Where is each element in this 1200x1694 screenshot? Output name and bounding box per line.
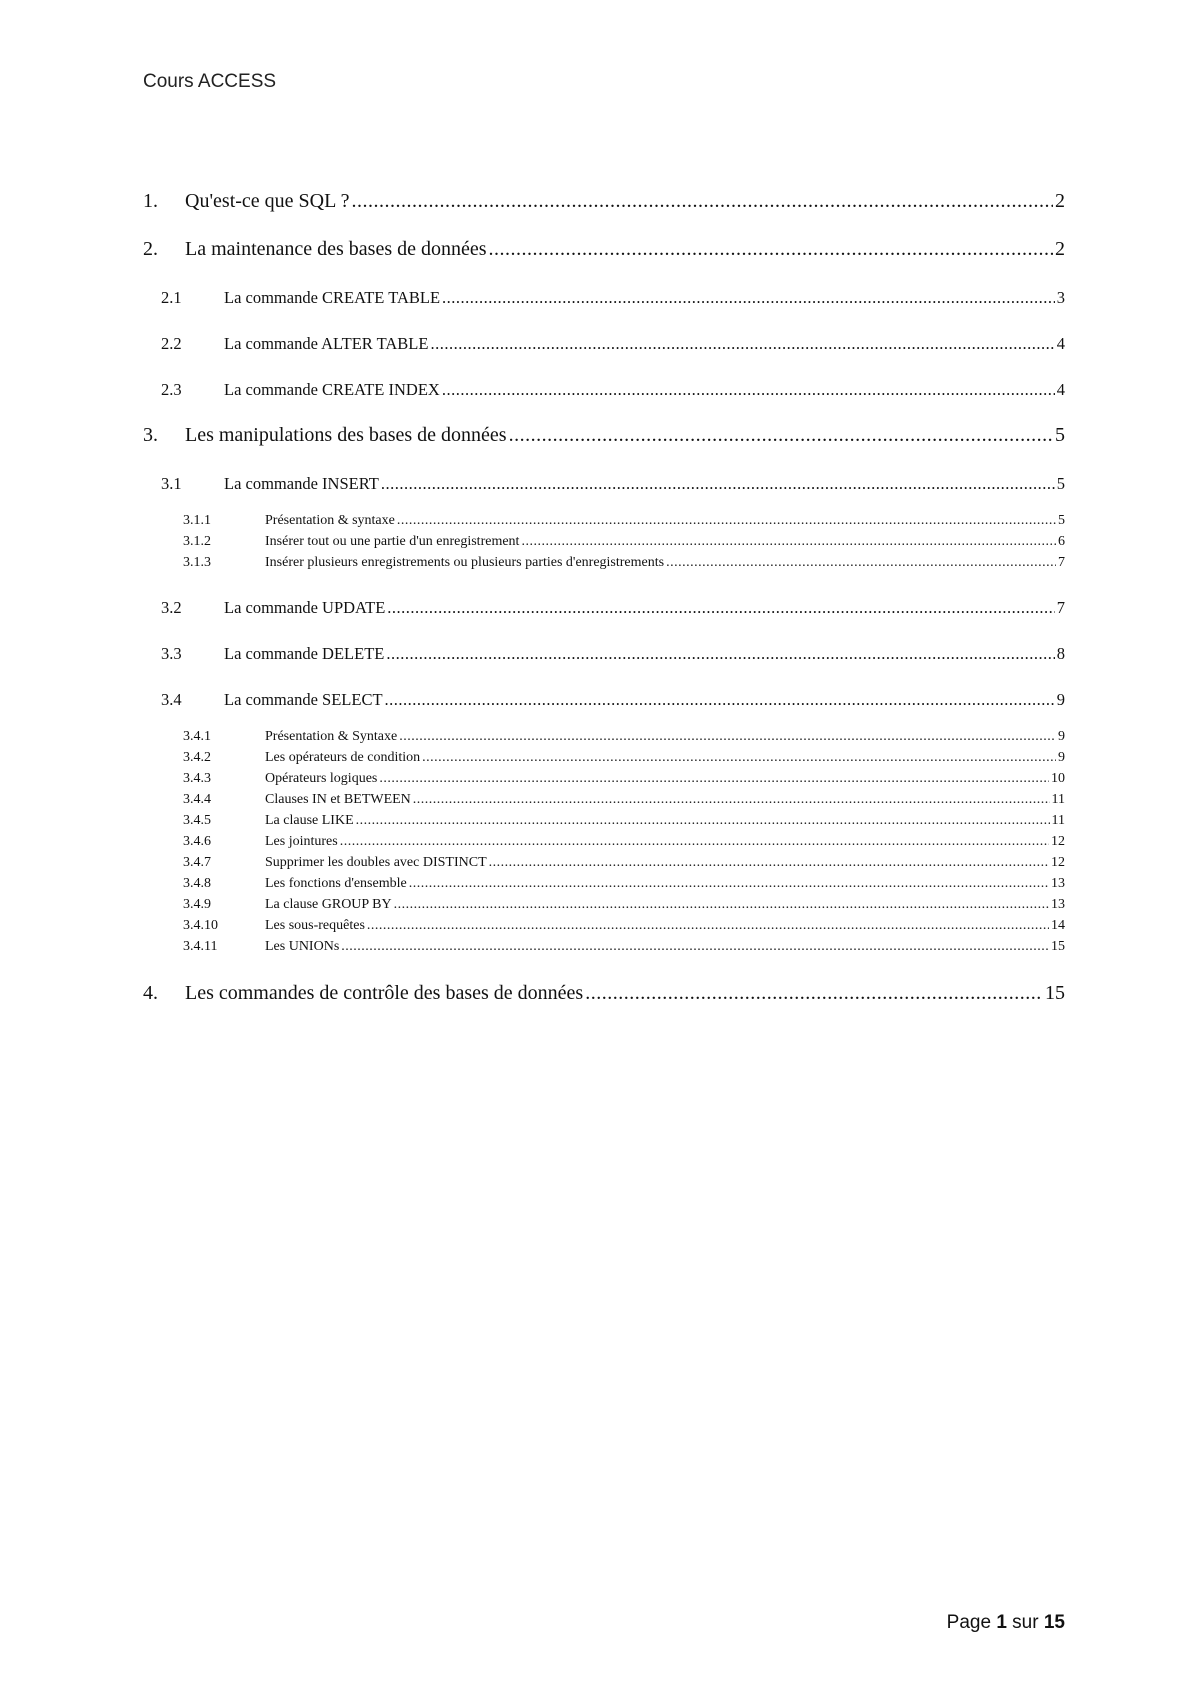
toc-entry-page: 10 (1051, 771, 1065, 786)
toc-entry-number: 2. (143, 238, 158, 260)
toc-entry-number: 1. (143, 190, 158, 212)
toc-entry-page: 13 (1051, 897, 1065, 912)
toc-entry[interactable] (143, 474, 1065, 496)
toc-entry-page: 12 (1051, 834, 1065, 849)
toc-entry-title: Les fonctions d'ensemble (265, 876, 407, 891)
toc-entry-number: 3.1.2 (183, 534, 211, 549)
page-footer (947, 1612, 1065, 1634)
toc-entry-page: 14 (1051, 918, 1065, 933)
toc-dot-leader (367, 918, 1049, 934)
toc-entry-title: Présentation & Syntaxe (265, 729, 398, 744)
toc-dot-leader (413, 792, 1050, 808)
toc-dot-leader (341, 939, 1049, 955)
toc-dot-leader (351, 190, 1053, 213)
toc-entry-title: La clause GROUP BY (265, 897, 392, 912)
toc-entry-page: 5 (1056, 474, 1065, 493)
toc-dot-leader (394, 897, 1049, 913)
toc-entry-number: 3.1.1 (183, 513, 211, 528)
toc-dot-leader (442, 288, 1055, 308)
toc-entry-title: La commande DELETE (224, 644, 385, 663)
toc-entry-page: 4 (1056, 334, 1065, 353)
toc-entry[interactable] (143, 190, 1065, 216)
toc-entry[interactable] (143, 792, 1065, 813)
toc-entry[interactable] (143, 982, 1065, 1008)
toc-dot-leader (387, 598, 1054, 618)
toc-dot-leader (489, 855, 1049, 871)
toc-entry-title: Les UNIONs (265, 939, 340, 954)
toc-entry-title: Les sous-requêtes (265, 918, 365, 933)
toc-entry-number: 3.3 (161, 644, 182, 663)
toc-entry-title: Clauses IN et BETWEEN (265, 792, 411, 807)
toc-entry-number: 2.2 (161, 334, 182, 353)
toc-entry[interactable] (143, 555, 1065, 576)
toc-entry-title: La commande ALTER TABLE (224, 334, 429, 353)
toc-entry-number: 3.4.3 (183, 771, 211, 786)
footer-total-pages: 15 (1043, 1612, 1065, 1633)
toc-entry-title: La maintenance des bases de données (185, 238, 487, 260)
footer-current-page: 1 (996, 1612, 1007, 1633)
toc-entry-page: 9 (1058, 729, 1065, 744)
toc-entry-number: 3.4.10 (183, 918, 218, 933)
toc-entry[interactable] (143, 834, 1065, 855)
toc-dot-leader (666, 555, 1056, 571)
toc-entry-page: 15 (1045, 982, 1065, 1004)
toc-dot-leader (340, 834, 1049, 850)
table-of-contents (143, 190, 1065, 1008)
toc-entry-number: 3.4.2 (183, 750, 211, 765)
toc-entry[interactable] (143, 288, 1065, 310)
toc-entry-page: 3 (1056, 288, 1065, 307)
toc-entry[interactable] (143, 424, 1065, 450)
toc-dot-leader (430, 334, 1054, 354)
toc-entry[interactable] (143, 813, 1065, 834)
toc-entry-number: 3.4.7 (183, 855, 211, 870)
toc-entry-number: 4. (143, 982, 158, 1004)
toc-entry-page: 9 (1058, 750, 1065, 765)
toc-entry-number: 3.4.1 (183, 729, 211, 744)
toc-entry-title: Insérer plusieurs enregistrements ou plusieurs parties d'enregistrements (265, 555, 665, 570)
toc-entry-page: 13 (1051, 876, 1065, 891)
toc-entry-number: 3.4.5 (183, 813, 211, 828)
toc-entry-page: 2 (1055, 238, 1065, 260)
toc-entry-title: La commande CREATE INDEX (224, 380, 440, 399)
toc-dot-leader (521, 534, 1056, 550)
toc-entry[interactable] (143, 690, 1065, 712)
toc-entry-page: 7 (1058, 555, 1065, 570)
toc-entry-title: Insérer tout ou une partie d'un enregistrement (265, 534, 520, 549)
toc-entry-page: 5 (1055, 424, 1065, 446)
toc-entry[interactable] (143, 897, 1065, 918)
toc-entry-number: 3.4.8 (183, 876, 211, 891)
toc-entry-number: 2.1 (161, 288, 182, 307)
toc-entry[interactable] (143, 334, 1065, 356)
toc-entry-title: La commande CREATE TABLE (224, 288, 441, 307)
toc-entry[interactable] (143, 238, 1065, 264)
toc-dot-leader (356, 813, 1050, 829)
toc-entry-title: La commande SELECT (224, 690, 383, 709)
toc-entry-page: 8 (1056, 644, 1065, 663)
toc-entry-number: 3.4.9 (183, 897, 211, 912)
toc-entry-page: 11 (1051, 813, 1065, 828)
toc-entry-number: 3.4.4 (183, 792, 211, 807)
toc-entry-number: 3.4.6 (183, 834, 211, 849)
toc-entry-title: La commande UPDATE (224, 598, 386, 617)
toc-entry-page: 12 (1051, 855, 1065, 870)
toc-entry-title: Présentation & syntaxe (265, 513, 395, 528)
toc-entry-page: 6 (1058, 534, 1065, 549)
toc-dot-leader (399, 729, 1056, 745)
toc-entry-number: 3.4.11 (183, 939, 218, 954)
toc-dot-leader (397, 513, 1056, 529)
toc-dot-leader (386, 644, 1054, 664)
toc-entry[interactable] (143, 771, 1065, 792)
toc-entry-number: 3.4 (161, 690, 182, 709)
footer-of-label: sur (1012, 1612, 1039, 1633)
toc-entry[interactable] (143, 876, 1065, 897)
toc-entry-number: 2.3 (161, 380, 182, 399)
toc-dot-leader (379, 771, 1049, 787)
toc-entry[interactable] (143, 939, 1065, 960)
toc-entry-title: Les commandes de contrôle des bases de données (185, 982, 584, 1004)
toc-entry-title: Opérateurs logiques (265, 771, 378, 786)
toc-dot-leader (585, 982, 1043, 1005)
toc-entry-number: 3.1 (161, 474, 182, 493)
toc-entry[interactable] (143, 598, 1065, 620)
toc-entry[interactable] (143, 644, 1065, 666)
toc-entry-title: La commande INSERT (224, 474, 379, 493)
toc-entry-page: 11 (1051, 792, 1065, 807)
toc-entry[interactable] (143, 918, 1065, 939)
toc-entry-page: 2 (1055, 190, 1065, 212)
toc-entry-number: 3. (143, 424, 158, 446)
toc-entry-title: Les jointures (265, 834, 338, 849)
toc-entry[interactable] (143, 534, 1065, 555)
toc-entry-page: 9 (1056, 690, 1065, 709)
toc-entry[interactable] (143, 380, 1065, 402)
toc-entry[interactable] (143, 513, 1065, 534)
toc-entry-number: 3.1.3 (183, 555, 211, 570)
toc-entry-page: 7 (1056, 598, 1065, 617)
toc-entry[interactable] (143, 729, 1065, 750)
toc-dot-leader (422, 750, 1056, 766)
toc-entry-page: 4 (1056, 380, 1065, 399)
toc-entry-title: Les manipulations des bases de données (185, 424, 507, 446)
toc-entry-title: La clause LIKE (265, 813, 354, 828)
toc-dot-leader (489, 238, 1053, 261)
toc-dot-leader (509, 424, 1053, 447)
toc-entry-number: 3.2 (161, 598, 182, 617)
toc-entry-title: Qu'est-ce que SQL ? (185, 190, 350, 212)
toc-entry[interactable] (143, 855, 1065, 876)
toc-entry-title: Les opérateurs de condition (265, 750, 421, 765)
footer-page-label: Page (946, 1612, 992, 1633)
toc-entry-title: Supprimer les doubles avec DISTINCT (265, 855, 487, 870)
toc-dot-leader (442, 380, 1055, 400)
toc-dot-leader (409, 876, 1049, 892)
toc-dot-leader (381, 474, 1055, 494)
toc-entry[interactable] (143, 750, 1065, 771)
toc-dot-leader (385, 690, 1055, 710)
toc-entry-page: 15 (1051, 939, 1065, 954)
toc-entry-page: 5 (1058, 513, 1065, 528)
page-header-title: Cours ACCESS (143, 71, 277, 92)
